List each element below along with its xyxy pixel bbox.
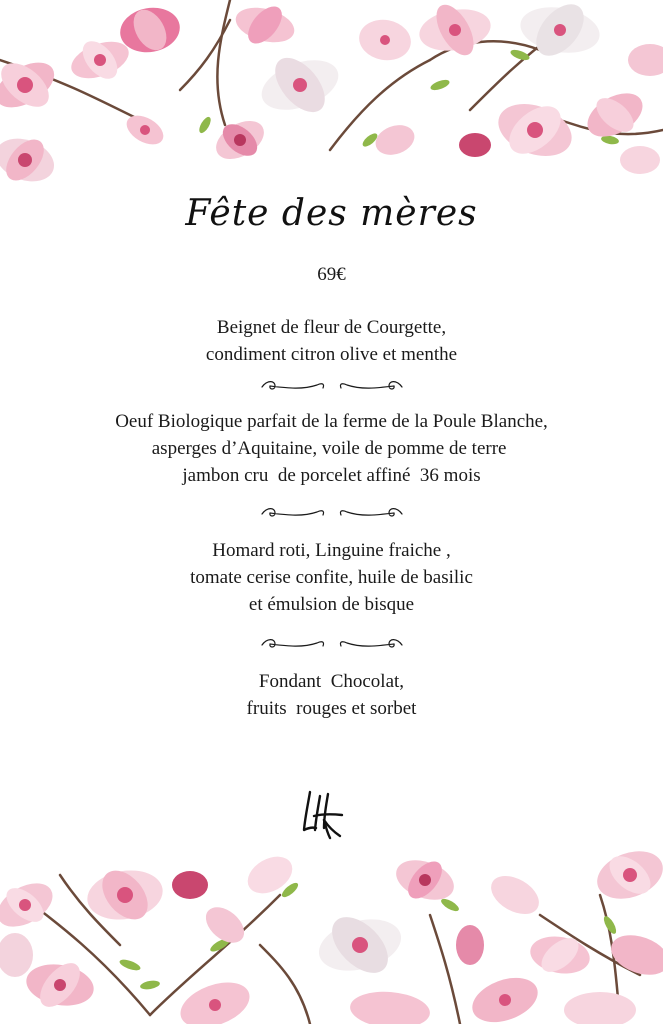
course-starter	[0, 314, 663, 368]
course-egg	[0, 408, 663, 489]
floral-border-bottom	[0, 835, 663, 1024]
ornament-divider	[257, 634, 407, 654]
menu-price: 69€	[317, 264, 346, 285]
course-line: Oeuf Biologique parfait de la ferme de la Poule Blanche,	[115, 411, 548, 432]
course-line: jambon cru de porcelet affiné 36 mois	[182, 465, 481, 486]
ornament-divider	[257, 503, 407, 523]
course-line: fruits rouges et sorbet	[246, 698, 417, 719]
restaurant-logo-monogram	[300, 788, 344, 840]
menu-title: Fête des mères	[185, 193, 478, 234]
course-line: Homard roti, Linguine fraiche ,	[212, 540, 451, 561]
magnolia-top-illustration	[0, 0, 663, 200]
course-dessert	[0, 668, 663, 722]
course-line: Fondant Chocolat,	[258, 671, 405, 692]
floral-border-top	[0, 0, 663, 200]
magnolia-bottom-illustration	[0, 835, 663, 1024]
course-line: tomate cerise confite, huile de basilic	[190, 567, 473, 588]
course-lobster	[0, 537, 663, 618]
course-line: asperges d’Aquitaine, voile de pomme de terre	[151, 438, 512, 459]
course-line: et émulsion de bisque	[248, 594, 415, 615]
menu-card	[0, 188, 663, 722]
course-line: Beignet de fleur de Courgette,	[216, 317, 447, 338]
course-line: condiment citron olive et menthe	[205, 344, 458, 365]
ornament-divider	[257, 376, 407, 396]
